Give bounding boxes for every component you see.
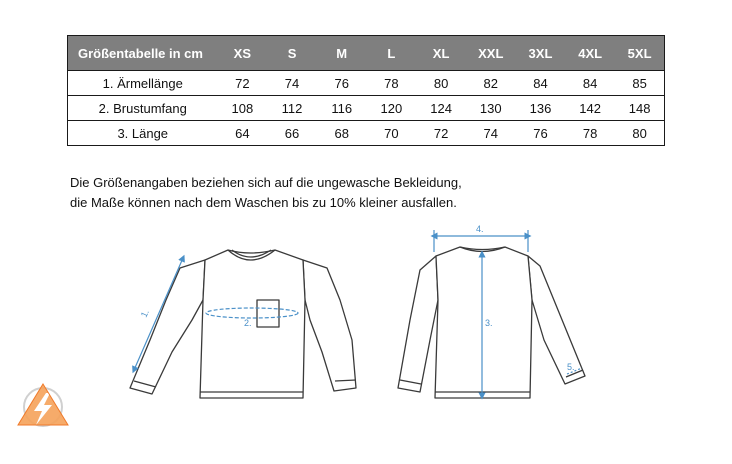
size-header: S	[267, 36, 317, 71]
table-cell: 142	[565, 96, 615, 121]
size-header: 5XL	[615, 36, 665, 71]
table-cell: 136	[516, 96, 566, 121]
table-cell: 80	[615, 121, 665, 146]
size-header: XS	[218, 36, 268, 71]
width-label: 4.	[476, 224, 484, 234]
cuff-label: 5.	[567, 362, 575, 372]
table-cell: 76	[317, 71, 367, 96]
table-cell: 108	[218, 96, 268, 121]
note-line: die Maße können nach dem Waschen bis zu 10% kleiner ausfallen.	[70, 195, 457, 210]
table-cell: 84	[516, 71, 566, 96]
table-cell: 120	[367, 96, 417, 121]
table-cell: 74	[466, 121, 516, 146]
table-cell: 84	[565, 71, 615, 96]
row-label: 3. Länge	[68, 121, 218, 146]
table-cell: 72	[416, 121, 466, 146]
size-header: XL	[416, 36, 466, 71]
header-label: Größentabelle in cm	[68, 36, 218, 71]
table-cell: 124	[416, 96, 466, 121]
lightning-logo	[14, 381, 72, 429]
chest-label: 2.	[244, 318, 252, 328]
table-cell: 85	[615, 71, 665, 96]
lightning-icon	[18, 384, 68, 426]
table-cell: 76	[516, 121, 566, 146]
table-cell: 70	[367, 121, 417, 146]
size-header: 4XL	[565, 36, 615, 71]
size-header: 3XL	[516, 36, 566, 71]
table-cell: 82	[466, 71, 516, 96]
size-header: XXL	[466, 36, 516, 71]
table-cell: 78	[367, 71, 417, 96]
table-cell: 74	[267, 71, 317, 96]
table-cell: 64	[218, 121, 268, 146]
note-line: Die Größenangaben beziehen sich auf die ungewasche Bekleidung,	[70, 175, 462, 190]
size-header: L	[367, 36, 417, 71]
length-label: 3.	[485, 318, 493, 328]
size-header: M	[317, 36, 367, 71]
table-cell: 68	[317, 121, 367, 146]
table-cell: 116	[317, 96, 367, 121]
row-label: 2. Brustumfang	[68, 96, 218, 121]
front-shirt	[130, 250, 356, 398]
sleeve-label: 1.	[138, 307, 151, 319]
table-cell: 112	[267, 96, 317, 121]
table-cell: 148	[615, 96, 665, 121]
table-cell: 78	[565, 121, 615, 146]
table-cell: 66	[267, 121, 317, 146]
table-cell: 80	[416, 71, 466, 96]
table-cell: 72	[218, 71, 268, 96]
table-cell: 130	[466, 96, 516, 121]
row-label: 1. Ärmellänge	[68, 71, 218, 96]
